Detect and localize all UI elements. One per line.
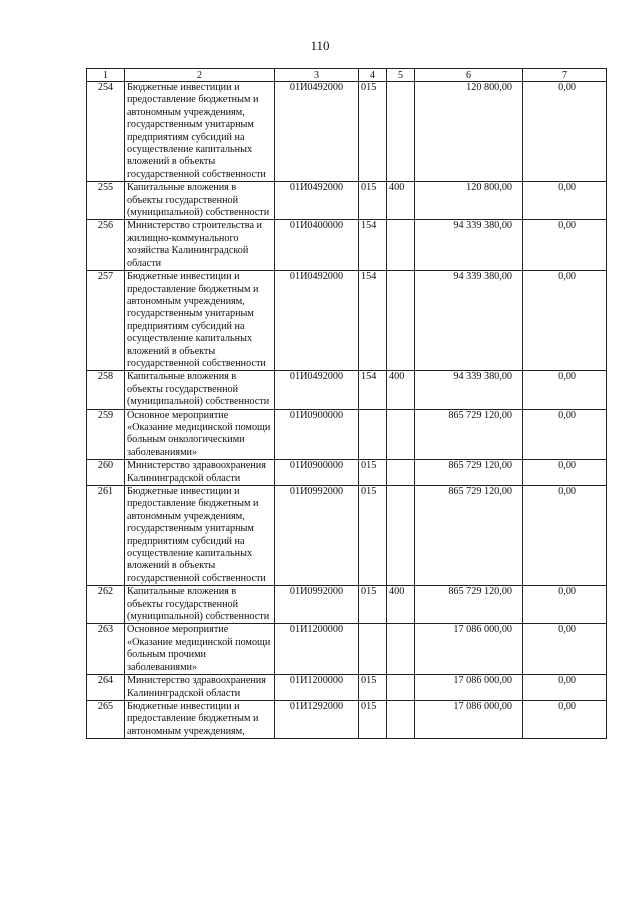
row-description: Капитальные вложения в объекты государственной (муниципальной) собственности [125,182,275,220]
row-expense-type [387,700,415,738]
row-amount-2: 0,00 [523,220,607,271]
row-number: 263 [87,624,125,675]
row-description: Бюджетные инвестиции и предоставление бюджетным и автономным учреждениям, [125,700,275,738]
table-row [87,675,607,701]
row-amount: 865 729 120,00 [415,460,523,486]
row-amount-2: 0,00 [523,460,607,486]
row-amount-2: 0,00 [523,271,607,371]
table-row [87,371,607,409]
row-expense-type: 400 [387,182,415,220]
table-header-row [87,69,607,82]
budget-table [86,68,607,739]
row-expense-type [387,220,415,271]
row-admin-code: 015 [359,700,387,738]
row-amount-2: 0,00 [523,586,607,624]
row-expense-type [387,409,415,460]
row-amount: 94 339 380,00 [415,271,523,371]
row-amount-2: 0,00 [523,371,607,409]
table-row [87,486,607,586]
row-target-code: 01И0492000 [275,271,359,371]
row-target-code: 01И1200000 [275,675,359,701]
row-expense-type [387,624,415,675]
row-number: 259 [87,409,125,460]
row-expense-type [387,460,415,486]
row-description: Министерство здравоохранения Калининградской области [125,460,275,486]
table-row [87,409,607,460]
row-expense-type [387,675,415,701]
row-amount: 865 729 120,00 [415,586,523,624]
row-amount-2: 0,00 [523,675,607,701]
header-col-6: 6 [415,69,523,82]
row-description: Бюджетные инвестиции и предоставление бюджетным и автономным учреждениям, государственным унитарным предприятиям субсидий на осуществление капитальных вложений в объекты государственной собственности [125,82,275,182]
header-col-7: 7 [523,69,607,82]
table-row [87,624,607,675]
row-expense-type: 400 [387,586,415,624]
row-target-code: 01И1292000 [275,700,359,738]
row-amount: 94 339 380,00 [415,220,523,271]
row-number: 262 [87,586,125,624]
row-amount: 17 086 000,00 [415,675,523,701]
row-amount-2: 0,00 [523,82,607,182]
row-number: 261 [87,486,125,586]
row-target-code: 01И0992000 [275,486,359,586]
table-row [87,700,607,738]
header-col-3: 3 [275,69,359,82]
row-admin-code [359,409,387,460]
row-amount: 94 339 380,00 [415,371,523,409]
row-target-code: 01И0492000 [275,371,359,409]
row-number: 258 [87,371,125,409]
row-expense-type [387,486,415,586]
table-row [87,586,607,624]
row-amount: 17 086 000,00 [415,624,523,675]
row-admin-code: 154 [359,271,387,371]
row-amount: 865 729 120,00 [415,409,523,460]
row-amount-2: 0,00 [523,624,607,675]
row-description: Капитальные вложения в объекты государственной (муниципальной) собственности [125,586,275,624]
table-row [87,460,607,486]
table-row [87,82,607,182]
row-target-code: 01И1200000 [275,624,359,675]
row-admin-code: 015 [359,586,387,624]
header-col-4: 4 [359,69,387,82]
row-admin-code: 154 [359,220,387,271]
header-col-1: 1 [87,69,125,82]
row-number: 265 [87,700,125,738]
row-amount-2: 0,00 [523,409,607,460]
row-amount: 17 086 000,00 [415,700,523,738]
row-description: Основное мероприятие «Оказание медицинской помощи больным онкологическими заболеваниями» [125,409,275,460]
row-admin-code: 154 [359,371,387,409]
row-number: 260 [87,460,125,486]
row-target-code: 01И0492000 [275,82,359,182]
row-expense-type [387,82,415,182]
row-target-code: 01И0992000 [275,586,359,624]
row-target-code: 01И0400000 [275,220,359,271]
row-description: Бюджетные инвестиции и предоставление бюджетным и автономным учреждениям, государственным унитарным предприятиям субсидий на осуществление капитальных вложений в объекты государственной собственности [125,486,275,586]
row-number: 255 [87,182,125,220]
row-admin-code: 015 [359,182,387,220]
row-number: 256 [87,220,125,271]
row-description: Министерство здравоохранения Калининградской области [125,675,275,701]
row-number: 254 [87,82,125,182]
row-target-code: 01И0492000 [275,182,359,220]
row-number: 264 [87,675,125,701]
row-admin-code: 015 [359,675,387,701]
row-expense-type [387,271,415,371]
table-row [87,220,607,271]
row-target-code: 01И0900000 [275,409,359,460]
row-amount: 120 800,00 [415,182,523,220]
row-description: Основное мероприятие «Оказание медицинской помощи больным прочими заболеваниями» [125,624,275,675]
row-admin-code: 015 [359,486,387,586]
table-row [87,271,607,371]
row-description: Бюджетные инвестиции и предоставление бюджетным и автономным учреждениям, государственным унитарным предприятиям субсидий на осуществление капитальных вложений в объекты государственной собственности [125,271,275,371]
header-col-5: 5 [387,69,415,82]
row-amount-2: 0,00 [523,700,607,738]
row-amount-2: 0,00 [523,182,607,220]
header-col-2: 2 [125,69,275,82]
row-amount-2: 0,00 [523,486,607,586]
row-amount: 865 729 120,00 [415,486,523,586]
row-admin-code: 015 [359,82,387,182]
row-number: 257 [87,271,125,371]
row-amount: 120 800,00 [415,82,523,182]
table-row [87,182,607,220]
row-admin-code: 015 [359,460,387,486]
page-number: 110 [310,38,330,53]
row-expense-type: 400 [387,371,415,409]
row-description: Министерство строительства и жилищно-коммунального хозяйства Калининградской области [125,220,275,271]
row-description: Капитальные вложения в объекты государственной (муниципальной) собственности [125,371,275,409]
row-admin-code [359,624,387,675]
row-target-code: 01И0900000 [275,460,359,486]
